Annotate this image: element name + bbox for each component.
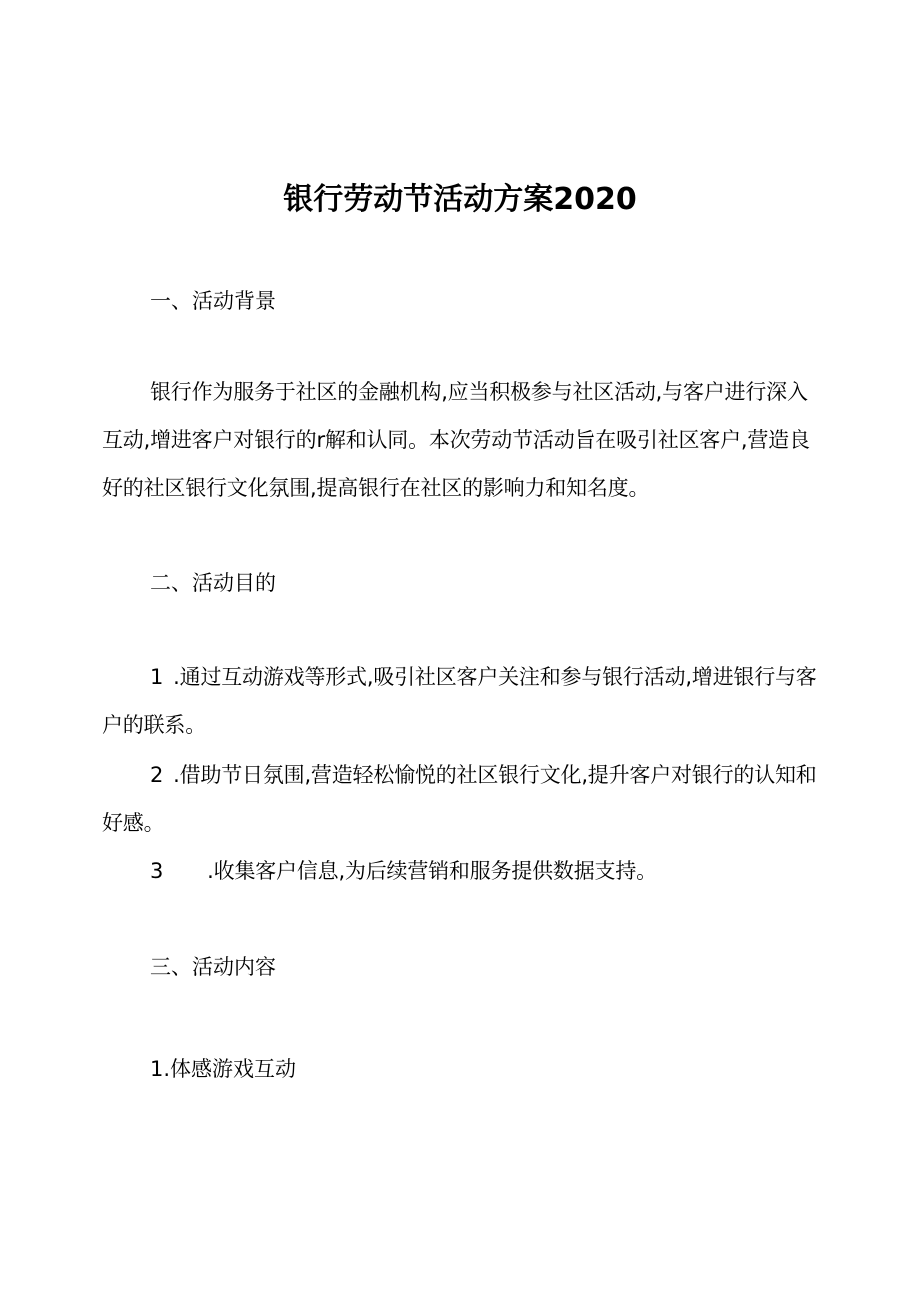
section-heading-content: 三、活动内容 <box>150 955 276 979</box>
purpose-item-number: 3 <box>150 859 164 883</box>
purpose-item-text: .收集客户信息,为后续营销和服务提供数据支持。 <box>207 859 657 883</box>
document-title: 银行劳动节活动方案2020 <box>283 182 637 217</box>
purpose-item-1 <box>102 653 818 749</box>
content-subheading: 1.体感游戏互动 <box>150 1057 297 1081</box>
purpose-item-text: .借助节日氛围,营造轻松愉悦的社区银行文化,提升客户对银行的认知和好感。 <box>102 763 817 835</box>
purpose-item-text: .通过互动游戏等形式,吸引社区客户关注和参与银行活动,增进银行与客户的联系。 <box>102 665 817 737</box>
section-heading-purpose: 二、活动目的 <box>150 571 276 595</box>
purpose-item-3 <box>102 847 818 895</box>
section-heading-background: 一、活动背景 <box>150 289 276 313</box>
background-paragraph: 银行作为服务于社区的金融机构,应当积极参与社区活动,与客户进行深入互动,增进客户对银行的r解和认同。本次劳动节活动旨在吸引社区客户,营造良好的社区银行文化氛围,提高银行在社区的影响力和知名度。 <box>102 380 810 500</box>
purpose-item-2 <box>102 751 818 847</box>
purpose-item-number: 2 <box>150 763 164 787</box>
purpose-item-number: 1 <box>150 665 164 689</box>
